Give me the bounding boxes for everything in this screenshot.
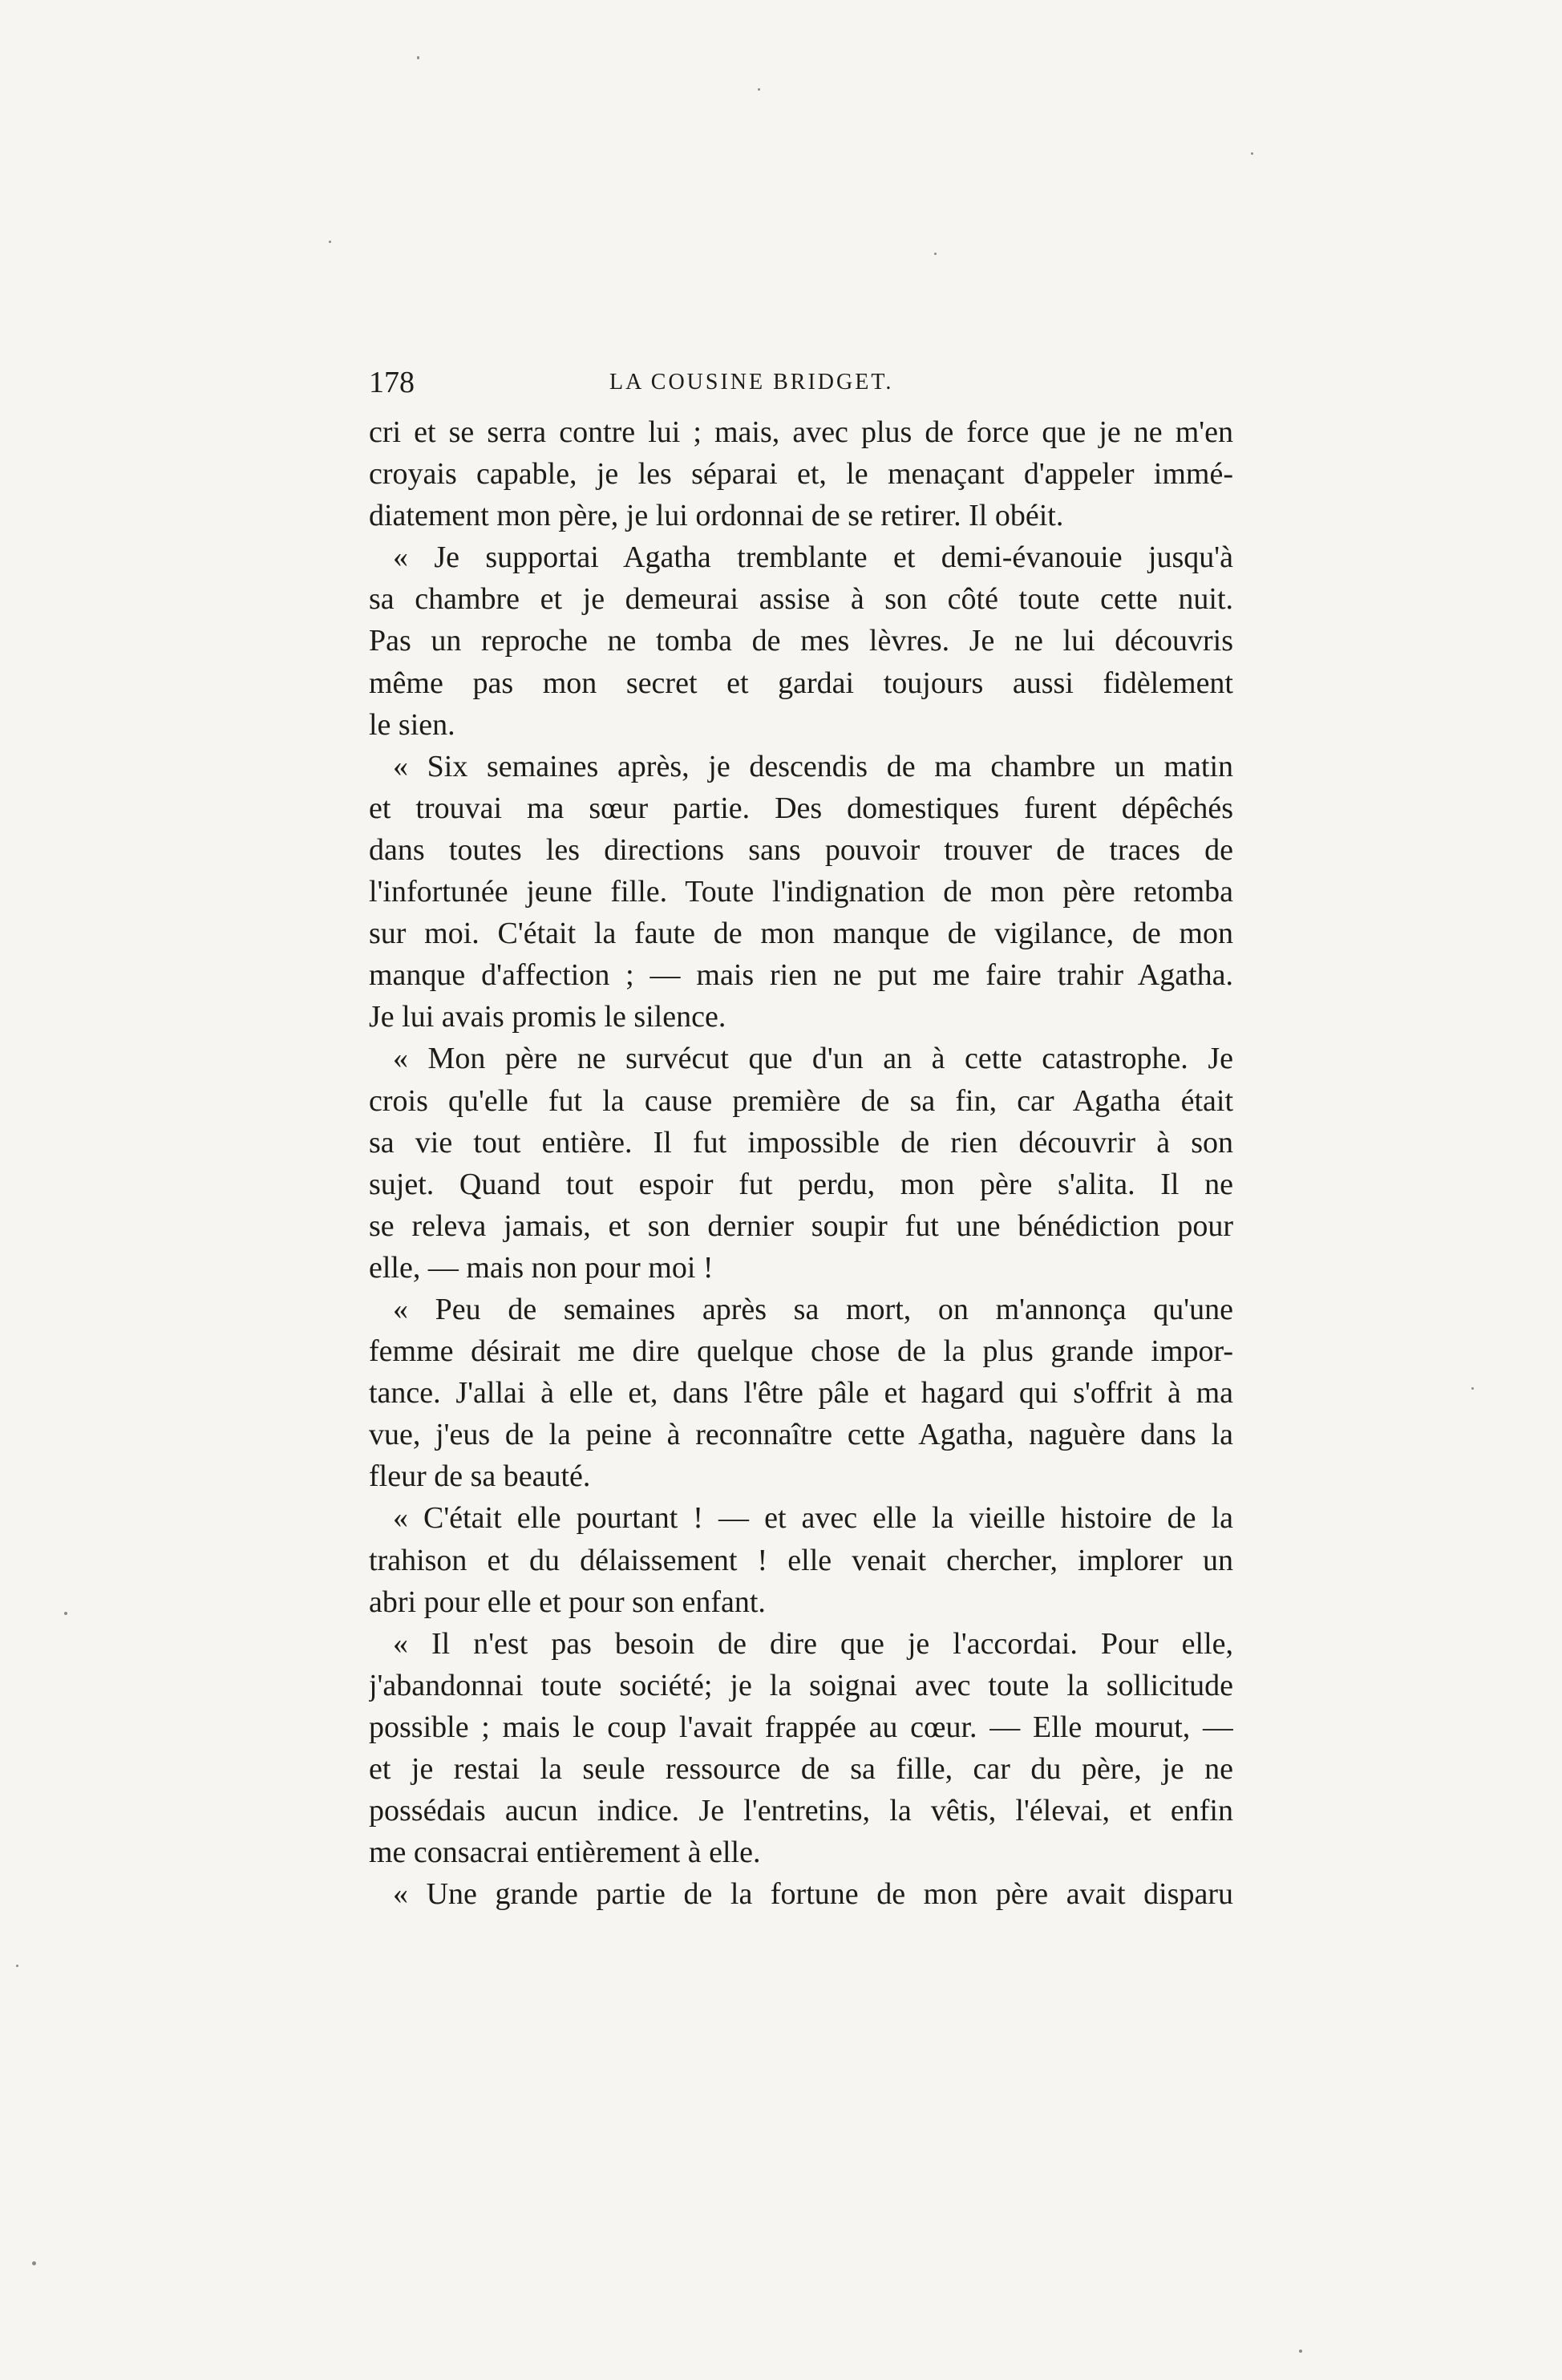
text-line: Je lui avais promis le silence.	[369, 1000, 726, 1034]
text-line: même pas mon secret et gardai toujours aussi fidèlement	[369, 666, 1233, 700]
text-line: et trouvai ma sœur partie. Des domestiques furent dépêchés	[369, 791, 1233, 825]
text-line: « Peu de semaines après sa mort, on m'annonça qu'une	[393, 1292, 1233, 1326]
text-line: me consacrai entièrement à elle.	[369, 1836, 761, 1870]
text-line: crois qu'elle fut la cause première de sa fin, car Agatha était	[369, 1083, 1233, 1118]
paper-speck	[32, 2261, 36, 2265]
text-line: dans toutes les directions sans pouvoir trouver de traces de	[369, 832, 1233, 867]
paper-speck	[758, 88, 760, 91]
paper-speck	[16, 1965, 18, 1967]
text-line: le sien.	[369, 707, 455, 742]
text-line: vue, j'eus de la peine à reconnaître cette Agatha, naguère dans la	[369, 1418, 1233, 1452]
text-line: « Je supportai Agatha tremblante et demi-évanouie jusqu'à	[393, 540, 1233, 575]
text-line: se releva jamais, et son dernier soupir fut une bénédiction pour	[369, 1208, 1233, 1243]
paper-speck	[1471, 1387, 1474, 1390]
page-header	[369, 365, 1233, 405]
text-line: tance. J'allai à elle et, dans l'être pâle et hagard qui s'offrit à ma	[369, 1376, 1233, 1411]
text-line: j'abandonnai toute société; je la soignai avec toute la sollicitude	[369, 1668, 1233, 1702]
paper-speck	[64, 1612, 67, 1615]
text-line: manque d'affection ; — mais rien ne put me faire trahir Agatha.	[369, 958, 1233, 993]
text-line: « Mon père ne survécut que d'un an à cette catastrophe. Je	[393, 1042, 1233, 1076]
text-line: sa vie tout entière. Il fut impossible de rien découvrir à son	[369, 1125, 1233, 1160]
text-line: « Une grande partie de la fortune de mon père avait disparu	[393, 1877, 1233, 1912]
paper-speck	[1251, 152, 1253, 155]
running-title: LA COUSINE BRIDGET.	[609, 370, 894, 395]
text-line: sujet. Quand tout espoir fut perdu, mon père s'alita. Il ne	[369, 1167, 1233, 1201]
page-number: 178	[369, 366, 415, 399]
text-line: « C'était elle pourtant ! — et avec elle la vieille histoire de la	[393, 1501, 1233, 1536]
text-line: femme désirait me dire quelque chose de la plus grande impor-	[369, 1334, 1233, 1369]
text-line: Pas un reproche ne tomba de mes lèvres. Je ne lui découvris	[369, 624, 1233, 658]
text-line: croyais capable, je les séparai et, le menaçant d'appeler immé-	[369, 457, 1233, 492]
text-line: sa chambre et je demeurai assise à son côté toute cette nuit.	[369, 582, 1233, 617]
text-line: possible ; mais le coup l'avait frappée au cœur. — Elle mourut, —	[369, 1710, 1233, 1744]
paper-speck	[1299, 2350, 1302, 2353]
text-line: elle, — mais non pour moi !	[369, 1250, 714, 1285]
text-line: cri et se serra contre lui ; mais, avec plus de force que je ne m'en	[369, 415, 1233, 449]
paper-speck	[329, 241, 331, 243]
body-text	[369, 411, 1233, 1915]
paper-speck	[417, 56, 419, 59]
text-line: et je restai la seule ressource de sa fille, car du père, je ne	[369, 1752, 1233, 1786]
text-line: sur moi. C'était la faute de mon manque de vigilance, de mon	[369, 917, 1233, 951]
text-line: abri pour elle et pour son enfant.	[369, 1585, 766, 1619]
text-line: « Il n'est pas besoin de dire que je l'accordai. Pour elle,	[393, 1626, 1233, 1661]
text-line: trahison et du délaissement ! elle venait chercher, implorer un	[369, 1543, 1233, 1577]
text-line: l'infortunée jeune fille. Toute l'indignation de mon père retomba	[369, 875, 1233, 909]
text-line: diatement mon père, je lui ordonnai de se retirer. Il obéit.	[369, 499, 1064, 533]
text-line: possédais aucun indice. Je l'entretins, la vêtis, l'élevai, et enfin	[369, 1794, 1233, 1828]
text-line: « Six semaines après, je descendis de ma chambre un matin	[393, 749, 1233, 783]
paper-speck	[934, 253, 937, 255]
text-line: fleur de sa beauté.	[369, 1459, 591, 1494]
